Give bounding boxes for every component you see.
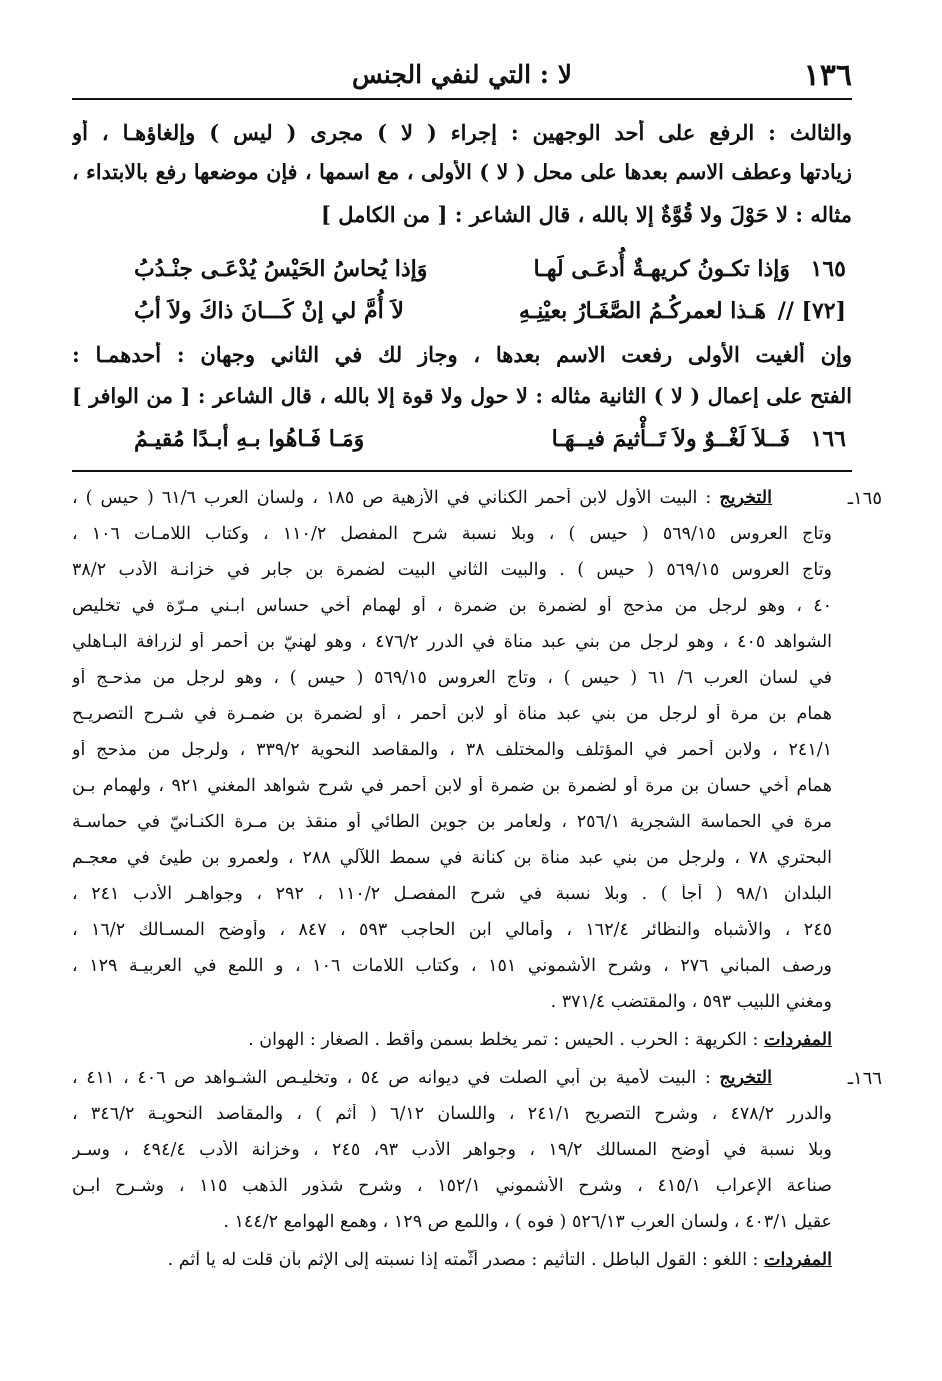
footnote-line: البلدان ٩٨/١ ( أجأ ) . وبلا نسبة في شرح المفصـل ١١٠/٢ ، ٢٩٢ ، وجواهـر الأدب ٢٤١ ، bbox=[72, 884, 832, 904]
footnote-line: عقيل ٤٠٣/١ ، ولسان العرب ٥٢٦/١٣ ( فوه ) ، واللمع ص ١٢٩ ، وهمع الهوامع ١٤٤/٢ . bbox=[223, 1212, 832, 1232]
footnote-line: ٤٠ ، وهو لرجل من مذحج أو لضمرة بن ضمرة ، أو لهمام أخي حساس ابـني مـرّة في تخليص bbox=[72, 596, 832, 616]
main-text-line: الفتح على إعمال ( لا ) الثانية مثاله : لا حول ولا قوة إلا بالله ، قال الشاعر : [ من الوافر ] bbox=[72, 384, 852, 408]
verse-hemistich-right: فَــلاَ لَغْــوٌ ولاَ تَــأْثيمَ فيــهَـا bbox=[551, 426, 790, 452]
footnote-line: همام بن مرة أو لرجل من بني عبد مناة أو لابن أحمر ، أو لضمرة بن ضمـرة في شـرح التصريـح bbox=[72, 704, 832, 724]
footnote-line: البحتري ٧٨ ، ولرجل من بني عبد مناة بن كنانة في سمط اللآلي ٢٨٨ ، ولعمرو بن طيئ في معجـم bbox=[72, 848, 832, 868]
footnote-label: التخريج bbox=[719, 488, 772, 508]
verse-number: ١٦٥ bbox=[810, 256, 846, 282]
main-text-line: مثاله : لا حَوْلَ ولا قُوَّةٌ إلا بالله ، قال الشاعر : [ من الكامل ] bbox=[321, 202, 852, 227]
verse-hemistich-left: وَمَـا فَـاهُوا بـهِ أبـدًا مُقيـمُ bbox=[134, 426, 365, 452]
page-header bbox=[72, 52, 852, 100]
vocab-text: : الكريهة : الحرب . الحيس : تمر يخلط بسمن وأقط . الصغار : الهوان . bbox=[248, 1030, 759, 1050]
footnote-line: همام أخي حسان بن مرة أو لضمرة بن ضمرة أو لابن أحمر في شرح شواهد المغني ٩٢١ ، ولهمام بـن bbox=[72, 776, 832, 796]
footnote-number: ١٦٦ـ bbox=[847, 1068, 882, 1089]
footnote-line: ٢٤١/١ ، ولابن أحمر في المؤتلف والمختلف ٣٨ ، والمقاصد النحوية ٣٣٩/٢ ، ولرجل من مذحج أو bbox=[72, 740, 832, 760]
main-text-line: وإن ألغيت الأولى رفعت الاسم بعدها ، وجاز لك في الثاني وجهان : أحدهمـا : bbox=[72, 342, 852, 367]
footnote-line: والدرر ٤٧٨/٢ ، وشرح التصريح ٢٤١/١ ، واللسان ٦/١٢ ( أثم ) ، والمقاصد النحويـة ٣٤٦/٢ ، bbox=[72, 1104, 832, 1124]
footnote-line: صناعة الإعراب ٤١٥/١ ، وشرح الأشموني ١٥٢/١ ، وشرح شذور الذهب ١١٥ ، وشـرح ابـن bbox=[72, 1176, 832, 1196]
footnote-line: في لسان العرب ٦/ ٦١ ( حيس ) ، وتاج العروس ٥٦٩/١٥ ( حيس ) ، وهو لرجل من مذحـج أو bbox=[72, 668, 832, 688]
footnote-separator bbox=[72, 470, 852, 472]
main-text-line: والثالث : الرفع على أحد الوجهين : إجراء ( لا ) مجرى ( ليس ) وإلغاؤهـا ، أو bbox=[72, 120, 852, 145]
vocab-text: : اللغو : القول الباطل . التأثيم : مصدر أثّمته إذا نسبته إلى الإثم بأن قلت له يا آثم . bbox=[167, 1250, 759, 1270]
vocab-label: المفردات bbox=[764, 1030, 832, 1050]
verse-hemistich-right: وَإذا تكـونُ كريهـةٌ أُدعَـى لَهـا bbox=[533, 256, 790, 282]
footnote-line: ٢٤٥ ، والأشباه والنظائر ١٦٢/٤ ، وأمالي ابن الحاجب ٥٩٣ ، ٨٤٧ ، وأوضح المسـالك ١٦/٢ ، bbox=[72, 920, 832, 940]
footnote-line: وبلا نسبة في أوضح المسالك ١٩/٢ ، وجواهر الأدب ٩٣، ٢٤٥ ، وخزانة الأدب ٤٩٤/٤ ، وسـر bbox=[72, 1140, 832, 1160]
footnote-label: التخريج bbox=[719, 1068, 772, 1088]
verse-number: ١٦٦ bbox=[810, 426, 846, 452]
footnote-vocab-line bbox=[72, 1030, 832, 1050]
footnote-text: : البيت الأول لابن أحمر الكناني في الأزهية ص ١٨٥ ، ولسان العرب ٦١/٦ ( حيس ) ، bbox=[72, 488, 712, 508]
footnote-line: مرة في الحماسة الشجرية ٢٥٦/١ ، ولعامر بن جوين الطائي أو منقذ بن مـرة الكنـانيّ في حماسـة bbox=[72, 812, 832, 832]
footnote-vocab-line bbox=[72, 1250, 832, 1270]
footnote-number: ١٦٥ـ bbox=[847, 488, 882, 509]
vocab-label: المفردات bbox=[764, 1250, 832, 1270]
footnote-line: ورصف المباني ٢٧٦ ، وشرح الأشموني ١٥١ ، وكتاب اللامات ١٠٦ ، و اللمع في العربيـة ١٢٩ ، bbox=[72, 956, 832, 976]
footnote-line: وتاج العروس ٥٦٩/١٥ ( حيس ) . والبيت الثاني البيت لضمرة بن جابر في خزانـة الأدب ٣٨/٢ bbox=[72, 560, 832, 580]
footnote-line bbox=[72, 488, 772, 508]
footnote-line: الشواهد ٤٠٥ ، وهو لرجل من بني عبد مناة في الدرر ٤٧٦/٢ ، وهو لهنيّ بن أحمر أو لزرافة البـاهلي bbox=[72, 632, 832, 652]
footnote-text: : البيت لأمية بن أبي الصلت في ديوانه ص ٥٤ ، وتخليـص الشـواهد ص ٤٠٦ ، ٤١١ ، bbox=[72, 1068, 711, 1088]
main-text-line: زيادتها وعطف الاسم بعدها على محل ( لا ) الأولى ، مع اسمها ، فإن موضعها رفع بالابتداء ، bbox=[72, 160, 852, 184]
running-title: لا : التي لنفي الجنس bbox=[351, 60, 572, 89]
footnote-line: ومغني اللبيب ٥٩٣ ، والمقتضب ٣٧١/٤ . bbox=[550, 992, 832, 1012]
verse-hemistich-left: وَإذا يُحاسُ الحَيْسُ يُدْعَـى جنْـدُبُ bbox=[134, 256, 428, 282]
footnote-line bbox=[72, 1068, 772, 1088]
verse-hemistich-left: لاَ أُمَّ لي إنْ كَـــانَ ذاكَ ولاَ أبُ bbox=[134, 298, 404, 324]
verse-reference: [٧٢] // bbox=[777, 298, 846, 324]
page-number: ١٣٦ bbox=[803, 58, 852, 93]
verse-hemistich-right: هَـذا لعمركُـمُ الصَّغَـارُ بعيْنِـهِ bbox=[519, 298, 766, 324]
footnote-line: وتاج العروس ٥٦٩/١٥ ( حيس ) ، وبلا نسبة شرح المفصل ١١٠/٢ ، وكتاب اللامـات ١٠٦ ، bbox=[72, 524, 832, 544]
